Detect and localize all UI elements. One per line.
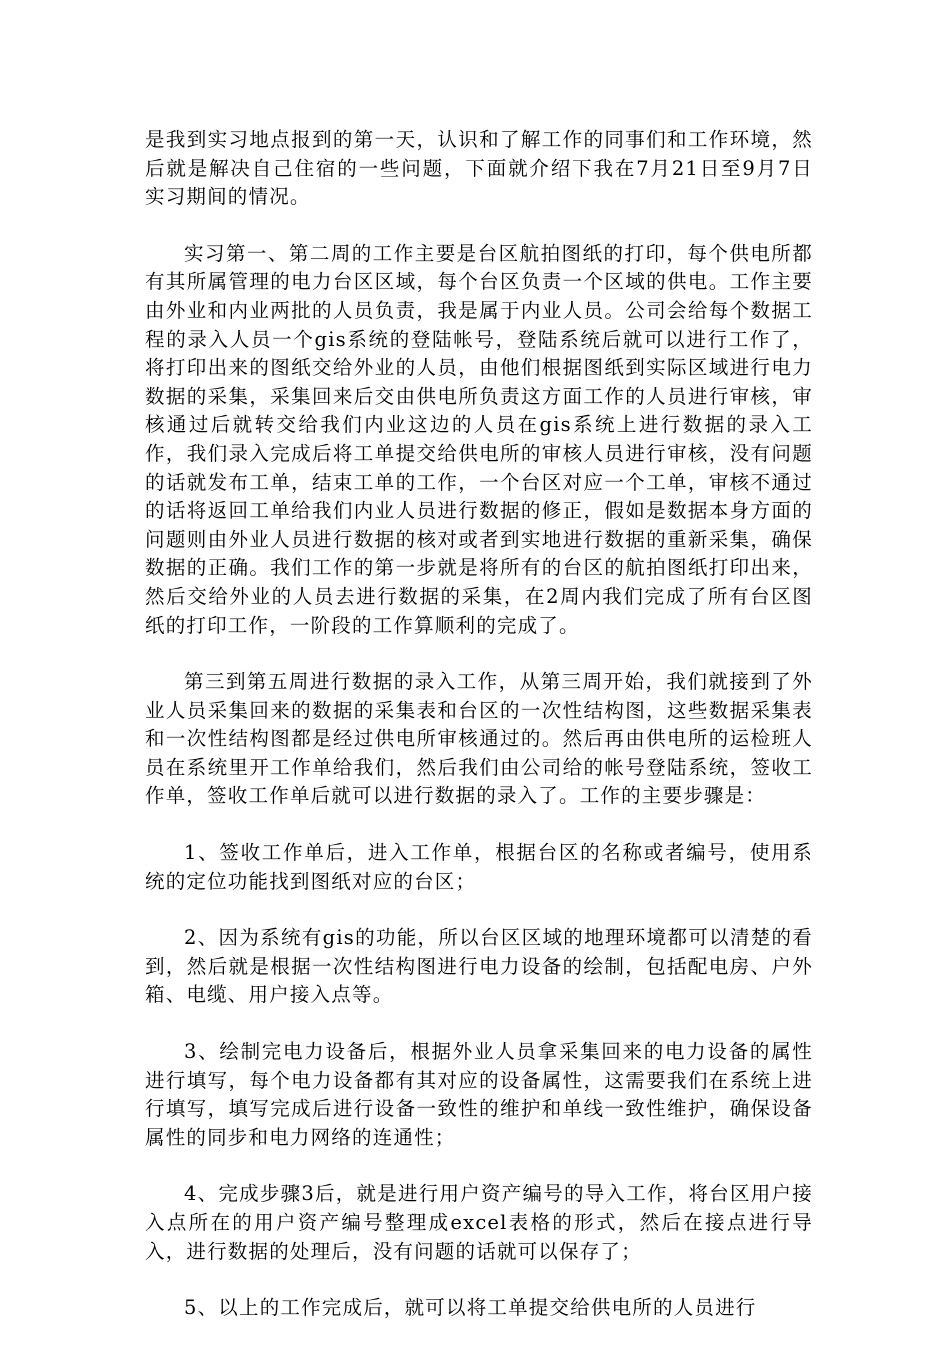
- step-1: 1、签收工作单后，进入工作单，根据台区的名称或者编号，使用系统的定位功能找到图纸对应的台区；: [145, 841, 813, 893]
- step-5: 5、以上的工作完成后，就可以将工单提交给供电所的人员进行: [184, 1296, 757, 1320]
- paragraph-weeks-1-2: 实习第一、第二周的工作主要是台区航拍图纸的打印，每个供电所都有其所属管理的电力台区区域，每个台区负责一个区域的供电。工作主要由外业和内业两批的人员负责，我是属于内业人员。公司会给每个数据工程的录入人员一个gis系统的登陆帐号，登陆系统后就可以进行工作了，将打印出来的图纸交给外业的人员，由他们根据图纸到实际区域进行电力数据的采集，采集回来后交由供电所负责这方面工作的人员进行审核，审核通过后就转交给我们内业这边的人员在gis系统上进行数据的录入工作，我们录入完成后将工单提交给供电所的审核人员进行审核，没有问题的话就发布工单，结束工单的工作，一个台区对应一个工单，审核不通过的话将返回工单给我们内业人员进行数据的修正，假如是数据本身方面的问题则由外业人员进行数据的核对或者到实地进行数据的重新采集，确保数据的正确。我们工作的第一步就是将所有的台区的航拍图纸打印出来，然后交给外业的人员去进行数据的采集，在2周内我们完成了所有台区图纸的打印工作，一阶段的工作算顺利的完成了。: [145, 241, 813, 637]
- step-4: 4、完成步骤3后，就是进行用户资产编号的导入工作，将台区用户接入点所在的用户资产编号整理成excel表格的形式，然后在接点进行导入，进行数据的处理后，没有问题的话就可以保存了；: [145, 1182, 813, 1263]
- paragraph-weeks-3-5: 第三到第五周进行数据的录入工作，从第三周开始，我们就接到了外业人员采集回来的数据的采集表和台区的一次性结构图，这些数据采集表和一次性结构图都是经过供电所审核通过的。然后再由供电所的运检班人员在系统里开工作单给我们，然后我们由公司给的帐号登陆系统，签收工作单，签收工作单后就可以进行数据的录入了。工作的主要步骤是：: [145, 670, 813, 808]
- step-2: 2、因为系统有gis的功能，所以台区区域的地理环境都可以清楚的看到，然后就是根据一次性结构图进行电力设备的绘制，包括配电房、户外箱、电缆、用户接入点等。: [145, 926, 813, 1007]
- document-page: [145, 126, 813, 1351]
- step-3: 3、绘制完电力设备后，根据外业人员拿采集回来的电力设备的属性进行填写，每个电力设备都有其对应的设备属性，这需要我们在系统上进行填写，填写完成后进行设备一致性的维护和单线一致性维护，确保设备属性的同步和电力网络的连通性；: [145, 1040, 813, 1149]
- paragraph-intro: 是我到实习地点报到的第一天，认识和了解工作的同事们和工作环境，然后就是解决自己住宿的一些问题，下面就介绍下我在7月21日至9月7日实习期间的情况。: [145, 128, 813, 209]
